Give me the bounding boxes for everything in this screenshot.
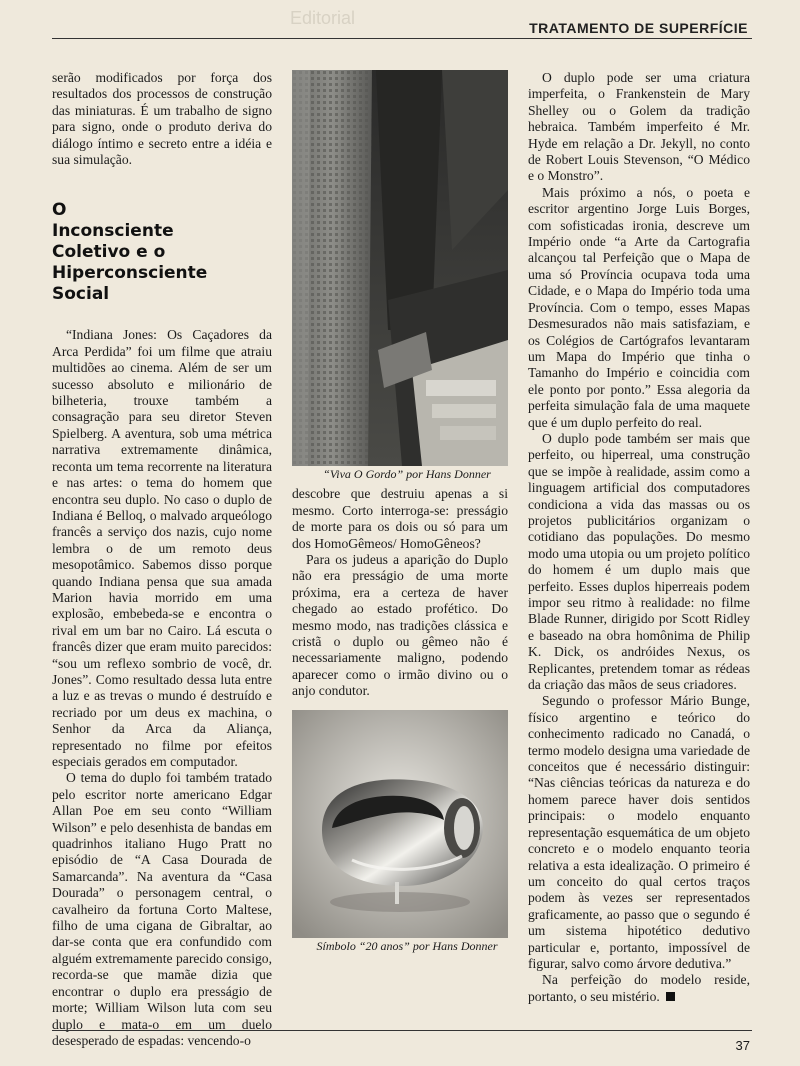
body-paragraph: Segundo o professor Mário Bunge, físico argentino e teórico do conhecimento radicado no Canadá, o termo modelo designa uma variedade de conceitos que é necessário distinguir: “Nas ciências teóricas da natureza e do homem parece haver dois sentidos principais: o modelo enquanto representação esquemática de um objeto concreto e o modelo enquanto teoria relativa a esta idealização. O primeiro é um conceito do qual certos traços podem às vezes ser representados graficamente, ao passo que o segundo é um sistema hipotético dedutivo particular e, portanto, impossível de figurar, salvo como árvore dedutiva.” xyxy=(528,693,750,971)
right-column xyxy=(528,70,750,1005)
heading-line: Social xyxy=(52,284,110,305)
heading-line: Coletivo e o xyxy=(52,242,166,263)
sculpture-photo xyxy=(292,710,508,938)
heading-line: O xyxy=(52,200,67,221)
heading-line: Inconsciente xyxy=(52,221,174,242)
closing-paragraph xyxy=(528,972,750,1005)
photo-caption: “Viva O Gordo” por Hans Donner xyxy=(323,467,491,481)
body-paragraph: “Indiana Jones: Os Caçadores da Arca Perdida” foi um filme que atraiu multidões ao cinema. Além de ser um sucesso absoluto e milionário de bilheteria, trouxe também a consagração para seu diretor Steven Spielberg. A aventura, sob uma métrica narrativa extremamente dinâmica, reconta um tema recorrente na literatura e nas artes: o tema do homem que encontra seu duplo. No caso o duplo de Indiana é Belloq, o malvado arqueólogo francês a serviço dos nazis, cujo nome lembra o de um remoto deus mesopotâmico. Sabemos disso porque quando Indiana pensa que sua amada Marion havia morrido em uma explosão, embebeda-se e encontra o rival em um bar no Cairo. Lá escuta o francês dizer que eram muito parecidos: “sou um reflexo sombrio de você, dr. Jones”. Como resultado dessa luta entre a luz e as trevas o mundo é destruído e recriado por um deus ex machina, o Senhor da Arca da Aliança, representado no filme por efeitos especiais gerados em computador. xyxy=(52,327,272,769)
intro-paragraph: serão modificados por força dos resultados dos processos de construção das miniaturas. É um trabalho de signo para signo, onde o produto deriva do diálogo íntimo e secreto entre a idéia e sua simulação. xyxy=(52,70,272,168)
closing-text: Na perfeição do modelo reside, portanto, o seu mistério. xyxy=(528,972,750,1004)
sculpture-illustration xyxy=(292,710,508,938)
skyscrapers-photo xyxy=(292,70,508,466)
body-paragraph: O duplo pode ser uma criatura imperfeita, o Frankenstein de Mary Shelley ou o Golem da tradição hebraica. Também imperfeito é Mr. Hyde em relação a Dr. Jekyll, no conto de Robert Louis Stevenson, “O Médico e o Monstro”. xyxy=(528,70,750,184)
running-head: TRATAMENTO DE SUPERFÍCIE xyxy=(529,20,748,36)
photo-caption: Símbolo “20 anos” por Hans Donner xyxy=(316,938,498,953)
body-paragraph: descobre que destruiu apenas a si mesmo. Corto interroga-se: presságio de morte para os dois ou só para um dos HomoGêmeos/ HomoGêneos? xyxy=(292,486,508,551)
middle-column xyxy=(292,70,508,954)
skyscrapers-illustration xyxy=(292,70,508,466)
end-of-article-mark xyxy=(666,992,675,1001)
show-through-text: Editorial xyxy=(290,8,356,28)
body-paragraph: Mais próximo a nós, o poeta e escritor argentino Jorge Luis Borges, com sofisticadas ironia, descreve um Império onde “a Arte da Cartografia alcançou tal Perfeição que o Mapa de uma só Província ocupava toda uma Cidade, e o Mapa do Império toda uma Província. Com o tempo, esses Mapas Desmesurados não mais satisfaziam, e os Colégios de Cartógrafos levantaram um Mapa do Império que tinha o Tamanho do Império e coincidia com ele ponto por ponto.” Essa alegoria da perfeita simulação fala de uma maquete que é um duplo perfeito do real. xyxy=(528,184,750,430)
heading-line: Hiperconsciente xyxy=(52,263,208,284)
page-number: 37 xyxy=(735,1038,750,1053)
bottom-rule xyxy=(52,1030,752,1031)
body-paragraph: O duplo pode também ser mais que perfeito, ou hiperreal, uma construção que se impõe à realidade, assim como a linguagem artificial dos computadores condiciona a vida das massas ou os projetos publicitários organizam o cotidiano das populações. Do mesmo modo uma utopia ou um projeto político do homem é um duplo mais que perfeito. Esses duplos hiperreais podem impor seu ritmo à realidade: no filme Blade Runner, dirigido por Scott Ridley e baseado na obra homônima de Philip K. Dick, os andróides Nexus, os Replicantes, pretendem tomar as rédeas da criação das mãos de seus criadores. xyxy=(528,430,750,693)
body-paragraph: O tema do duplo foi também tratado pelo escritor norte americano Edgar Allan Poe em seu conto “William Wilson” e pelo desenhista de bandas em quadrinhos italiano Hugo Pratt no episódio de “A Casa Dourada de Samarcanda”. Na aventura da “Casa Dourada” o personagem central, o cavalheiro da fortuna Corto Maltese, filho de uma cigana de Gibraltar, ao dar-se conta que era confundido com alguém extremamente parecido consigo, recorda-se que mamãe dizia que encontrar o duplo era presságio de morte; William Wilson luta com seu duplo e mata-o em um duelo desesperado de espadas: vencendo-o xyxy=(52,770,272,1048)
section-heading xyxy=(52,200,272,305)
left-column xyxy=(52,70,272,1049)
top-rule xyxy=(52,38,752,39)
body-paragraph: Para os judeus a aparição do Duplo não era presságio de uma morte próxima, era a certeza de haver chegado ao estado profético. Do mesmo modo, nas tradições clássica e cristã o duplo ou gêmeo não é necessariamente maligno, podendo aparecer como o irmão divino ou o anjo condutor. xyxy=(292,552,508,699)
